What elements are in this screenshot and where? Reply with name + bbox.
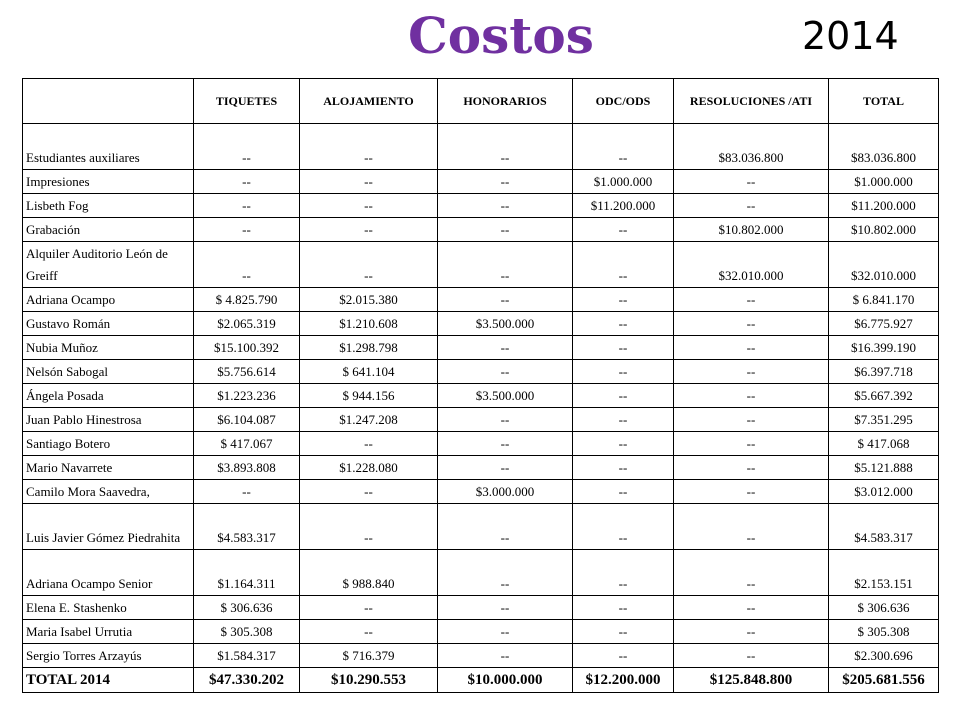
- table-row: [23, 620, 939, 644]
- value-cell: --: [300, 480, 438, 504]
- value-cell: --: [674, 312, 829, 336]
- table-row: [23, 242, 939, 288]
- value-cell: --: [674, 456, 829, 480]
- value-cell: $125.848.800: [674, 668, 829, 693]
- value-cell: $1.000.000: [829, 170, 939, 194]
- table-row: [23, 644, 939, 668]
- value-cell: --: [573, 620, 674, 644]
- value-cell: --: [300, 170, 438, 194]
- value-cell: --: [194, 218, 300, 242]
- row-label-cell: Mario Navarrete: [23, 456, 194, 480]
- value-cell: --: [573, 384, 674, 408]
- row-label-cell: Adriana Ocampo Senior: [23, 550, 194, 596]
- value-cell: --: [573, 408, 674, 432]
- table-row: [23, 480, 939, 504]
- value-cell: $7.351.295: [829, 408, 939, 432]
- header-cell: TOTAL: [829, 79, 939, 124]
- value-cell: --: [674, 384, 829, 408]
- header-row: [23, 79, 939, 124]
- header-cell: RESOLUCIONES /ATI: [674, 79, 829, 124]
- row-label-cell: Lisbeth Fog: [23, 194, 194, 218]
- value-cell: $6.775.927: [829, 312, 939, 336]
- row-label-cell: Alquiler Auditorio León de Greiff: [23, 242, 194, 288]
- value-cell: $10.802.000: [829, 218, 939, 242]
- row-label-cell: Juan Pablo Hinestrosa: [23, 408, 194, 432]
- value-cell: $2.015.380: [300, 288, 438, 312]
- value-cell: --: [438, 432, 573, 456]
- value-cell: --: [674, 480, 829, 504]
- value-cell: $2.300.696: [829, 644, 939, 668]
- value-cell: --: [438, 504, 573, 550]
- value-cell: --: [573, 288, 674, 312]
- value-cell: --: [194, 170, 300, 194]
- value-cell: --: [300, 620, 438, 644]
- value-cell: --: [438, 288, 573, 312]
- row-label-cell: Luis Javier Gómez Piedrahita: [23, 504, 194, 550]
- value-cell: --: [194, 194, 300, 218]
- value-cell: --: [573, 644, 674, 668]
- value-cell: $5.121.888: [829, 456, 939, 480]
- value-cell: --: [674, 644, 829, 668]
- value-cell: $ 417.068: [829, 432, 939, 456]
- table-row: [23, 360, 939, 384]
- value-cell: --: [438, 596, 573, 620]
- row-label-cell: Santiago Botero: [23, 432, 194, 456]
- value-cell: $1.210.608: [300, 312, 438, 336]
- value-cell: $83.036.800: [829, 124, 939, 170]
- value-cell: $3.893.808: [194, 456, 300, 480]
- value-cell: $1.223.236: [194, 384, 300, 408]
- value-cell: $ 6.841.170: [829, 288, 939, 312]
- value-cell: --: [194, 242, 300, 288]
- value-cell: --: [438, 620, 573, 644]
- value-cell: --: [573, 480, 674, 504]
- row-label-cell: Maria Isabel Urrutia: [23, 620, 194, 644]
- total-row: [23, 668, 939, 693]
- value-cell: $205.681.556: [829, 668, 939, 693]
- value-cell: --: [573, 218, 674, 242]
- value-cell: --: [300, 596, 438, 620]
- value-cell: --: [300, 242, 438, 288]
- row-label-cell: Ángela Posada: [23, 384, 194, 408]
- table-row: [23, 312, 939, 336]
- value-cell: $ 716.379: [300, 644, 438, 668]
- value-cell: $32.010.000: [674, 242, 829, 288]
- value-cell: --: [674, 620, 829, 644]
- value-cell: $15.100.392: [194, 336, 300, 360]
- row-label-cell: Nelsón Sabogal: [23, 360, 194, 384]
- row-label-cell: Camilo Mora Saavedra,: [23, 480, 194, 504]
- table-row: [23, 170, 939, 194]
- value-cell: $1.298.798: [300, 336, 438, 360]
- value-cell: $2.153.151: [829, 550, 939, 596]
- value-cell: $47.330.202: [194, 668, 300, 693]
- value-cell: $1.584.317: [194, 644, 300, 668]
- value-cell: $1.000.000: [573, 170, 674, 194]
- value-cell: $83.036.800: [674, 124, 829, 170]
- value-cell: --: [438, 456, 573, 480]
- value-cell: --: [438, 218, 573, 242]
- value-cell: $2.065.319: [194, 312, 300, 336]
- table-row: [23, 550, 939, 596]
- value-cell: $ 306.636: [829, 596, 939, 620]
- value-cell: --: [674, 170, 829, 194]
- value-cell: $16.399.190: [829, 336, 939, 360]
- value-cell: --: [573, 504, 674, 550]
- value-cell: --: [573, 550, 674, 596]
- row-label-cell: Elena E. Stashenko: [23, 596, 194, 620]
- table-row: [23, 218, 939, 242]
- header-cell: [23, 79, 194, 124]
- value-cell: --: [573, 432, 674, 456]
- table-row: [23, 408, 939, 432]
- value-cell: $10.802.000: [674, 218, 829, 242]
- value-cell: $5.667.392: [829, 384, 939, 408]
- value-cell: $11.200.000: [829, 194, 939, 218]
- page-title: Costos: [408, 6, 594, 65]
- value-cell: --: [674, 408, 829, 432]
- year-label: 2014: [802, 14, 899, 58]
- value-cell: $6.397.718: [829, 360, 939, 384]
- value-cell: $32.010.000: [829, 242, 939, 288]
- value-cell: --: [438, 242, 573, 288]
- value-cell: $ 417.067: [194, 432, 300, 456]
- row-label-cell: Gustavo Román: [23, 312, 194, 336]
- value-cell: --: [194, 124, 300, 170]
- value-cell: --: [438, 550, 573, 596]
- value-cell: $1.247.208: [300, 408, 438, 432]
- row-label-cell: Grabación: [23, 218, 194, 242]
- header-cell: HONORARIOS: [438, 79, 573, 124]
- value-cell: --: [573, 312, 674, 336]
- value-cell: $11.200.000: [573, 194, 674, 218]
- value-cell: $5.756.614: [194, 360, 300, 384]
- value-cell: $4.583.317: [194, 504, 300, 550]
- value-cell: $ 305.308: [194, 620, 300, 644]
- value-cell: --: [674, 550, 829, 596]
- row-label-cell: Estudiantes auxiliares: [23, 124, 194, 170]
- value-cell: $ 988.840: [300, 550, 438, 596]
- value-cell: --: [573, 336, 674, 360]
- row-label-cell: TOTAL 2014: [23, 668, 194, 693]
- row-label-cell: Sergio Torres Arzayús: [23, 644, 194, 668]
- value-cell: $ 305.308: [829, 620, 939, 644]
- table-row: [23, 336, 939, 360]
- table-row: [23, 124, 939, 170]
- header-cell: TIQUETES: [194, 79, 300, 124]
- value-cell: $ 306.636: [194, 596, 300, 620]
- header-cell: ALOJAMIENTO: [300, 79, 438, 124]
- row-label-cell: Adriana Ocampo: [23, 288, 194, 312]
- value-cell: --: [573, 242, 674, 288]
- value-cell: --: [674, 596, 829, 620]
- value-cell: --: [674, 432, 829, 456]
- value-cell: --: [438, 170, 573, 194]
- value-cell: $3.500.000: [438, 384, 573, 408]
- value-cell: --: [573, 596, 674, 620]
- value-cell: --: [300, 432, 438, 456]
- value-cell: --: [438, 336, 573, 360]
- value-cell: $12.200.000: [573, 668, 674, 693]
- row-label-cell: Nubia Muñoz: [23, 336, 194, 360]
- value-cell: --: [573, 456, 674, 480]
- value-cell: --: [300, 124, 438, 170]
- value-cell: --: [674, 194, 829, 218]
- header-cell: ODC/ODS: [573, 79, 674, 124]
- value-cell: --: [438, 644, 573, 668]
- value-cell: --: [300, 218, 438, 242]
- value-cell: --: [674, 336, 829, 360]
- table-row: [23, 384, 939, 408]
- table-row: [23, 288, 939, 312]
- table-row: [23, 194, 939, 218]
- table-row: [23, 504, 939, 550]
- value-cell: --: [573, 360, 674, 384]
- value-cell: $3.000.000: [438, 480, 573, 504]
- value-cell: $1.228.080: [300, 456, 438, 480]
- value-cell: $1.164.311: [194, 550, 300, 596]
- value-cell: --: [300, 504, 438, 550]
- value-cell: --: [438, 124, 573, 170]
- value-cell: --: [438, 194, 573, 218]
- value-cell: $10.290.553: [300, 668, 438, 693]
- value-cell: $3.012.000: [829, 480, 939, 504]
- table-row: [23, 456, 939, 480]
- value-cell: $ 944.156: [300, 384, 438, 408]
- value-cell: $3.500.000: [438, 312, 573, 336]
- value-cell: $10.000.000: [438, 668, 573, 693]
- costs-table: [22, 78, 939, 693]
- value-cell: --: [194, 480, 300, 504]
- value-cell: $6.104.087: [194, 408, 300, 432]
- table-row: [23, 432, 939, 456]
- value-cell: --: [674, 504, 829, 550]
- value-cell: $4.583.317: [829, 504, 939, 550]
- value-cell: --: [674, 288, 829, 312]
- row-label-cell: Impresiones: [23, 170, 194, 194]
- value-cell: --: [300, 194, 438, 218]
- value-cell: $ 4.825.790: [194, 288, 300, 312]
- value-cell: --: [438, 408, 573, 432]
- value-cell: --: [674, 360, 829, 384]
- table-row: [23, 596, 939, 620]
- value-cell: $ 641.104: [300, 360, 438, 384]
- value-cell: --: [438, 360, 573, 384]
- value-cell: --: [573, 124, 674, 170]
